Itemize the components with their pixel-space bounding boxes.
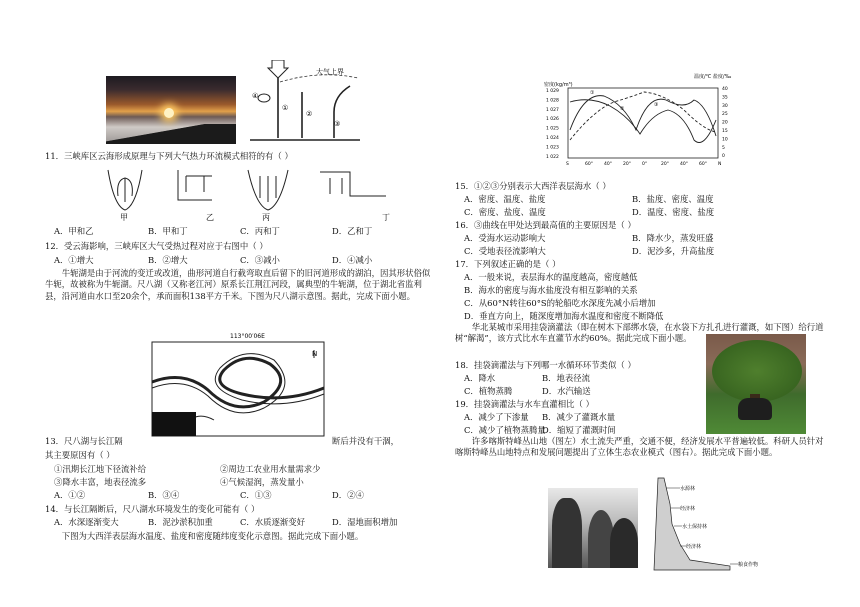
- q11-option-d[interactable]: D．乙和丁: [332, 226, 373, 236]
- question-18: 18．挂袋滴灌法与下列哪一水循环环节类似（ ）: [455, 360, 636, 370]
- chart-right-tick: 35: [722, 95, 728, 101]
- q12-option-c[interactable]: C．③减小: [240, 255, 280, 265]
- passage-oxbow-lake: 牛轭湖是由于河流的变迁或改道，曲形河道自行截弯取直后留下的旧河道形成的湖泊，因其形状俗似牛轭，故被称为牛轭湖。尺八湖（又称老江河）原系长江荆江河段，属典型的牛轭湖，位于湖北省监利县，沿河道由水口至20余个，承而面积138平方千米。下图为尺八湖示意图。据此，完成下面小题。: [45, 268, 431, 301]
- svg-text:③: ③: [334, 120, 341, 128]
- question-13-c: 其主要原因有（ ）: [45, 450, 115, 460]
- atlantic-chart: [544, 70, 754, 168]
- q13-item-4: ④气候湿润，蒸发量小: [220, 477, 304, 487]
- karst-label-3: 水土保持林: [682, 524, 708, 530]
- chart-x-tick: 40°: [680, 162, 688, 167]
- chart-x-tick: 40°: [604, 162, 612, 167]
- q16-option-d[interactable]: D．泥沙多，升高盐度: [632, 246, 715, 256]
- chart-right-tick: 10: [722, 137, 728, 143]
- chart-left-tick: 1 028: [546, 98, 559, 104]
- svg-text:②: ②: [306, 110, 313, 118]
- sea-of-clouds-photo: [106, 76, 236, 144]
- question-13-a: 13．尺八湖与长江隔: [45, 436, 123, 446]
- q16-option-c[interactable]: C．受地表径流影响大: [464, 246, 546, 256]
- chart-right-tick: 20: [722, 120, 728, 126]
- q18-option-c[interactable]: C．植物蒸腾: [464, 386, 513, 396]
- chart-left-tick: 1 022: [546, 154, 559, 160]
- chart-x-tick: N: [718, 162, 722, 167]
- q13-option-b[interactable]: B．③④: [148, 490, 180, 500]
- q18-option-a[interactable]: A．降水: [464, 373, 496, 383]
- q15-option-c[interactable]: C．密度、盐度、温度: [464, 207, 546, 217]
- q19-option-a[interactable]: A．减少了下渗量: [464, 412, 529, 422]
- karst-label-1: 水源林: [680, 486, 696, 492]
- chart-right-tick: 40: [722, 87, 728, 92]
- karst-label-2: 经济林: [680, 506, 696, 512]
- q12-option-d[interactable]: D．④减小: [332, 255, 373, 265]
- question-16: 16．③曲线在甲处达到最高值的主要原因是（ ）: [455, 220, 636, 230]
- q12-option-b[interactable]: B．②增大: [148, 255, 188, 265]
- passage-karst: 许多喀斯特峰丛山地（图左）水土流失严重，交通不便，经济发展水平普遍较低。科研人员针对喀斯特峰丛山地特点和发展问题提出了立体生态农业模式（图右）。据此完成下面小题。: [455, 436, 824, 458]
- chart-left-tick: 1 024: [546, 136, 559, 141]
- label-bing: 丙: [262, 213, 270, 222]
- chart-right-tick: 25: [722, 112, 728, 118]
- q13-option-a[interactable]: A．①②: [54, 490, 86, 500]
- q13-item-1: ①汛期长江地下径流补给: [54, 464, 147, 474]
- passage-drip-irrigation: 华北某城市采用挂袋滴灌法（即在树木下部绑水袋，在水袋下方扎孔进行灌溉，如下图）给行道树“解渴”，该方式比水车直灌节水约60%。据此完成下面小题。: [455, 322, 824, 344]
- q18-option-d[interactable]: D．水汽输送: [542, 386, 591, 396]
- q19-option-c[interactable]: C．减少了植物蒸腾量: [464, 425, 546, 435]
- passage-atlantic: 下图为大西洋表层海水温度、盐度和密度随纬度变化示意图。据此完成下面小题。: [61, 531, 364, 541]
- circulation-diagrams: [100, 166, 420, 224]
- q12-option-a[interactable]: A．①增大: [54, 255, 94, 265]
- q13-option-c[interactable]: C．①③: [240, 490, 272, 500]
- q14-option-b[interactable]: B．泥沙淤积加重: [148, 517, 213, 527]
- chart-ylabel-left: 密度(kg/m³): [544, 82, 573, 88]
- question-15: 15．①②③分别表示大西洋表层海水（ ）: [455, 181, 611, 191]
- tree-bag-photo: [706, 334, 806, 434]
- q11-option-c[interactable]: C．丙和丁: [240, 226, 280, 236]
- label-jia: 甲: [120, 213, 128, 222]
- curve-3: [570, 100, 716, 143]
- chart-x-tick: S: [566, 162, 569, 167]
- question-17: 17．下列叙述正确的是（ ）: [455, 259, 561, 269]
- q17-option-c[interactable]: C．从60°N转往60°S的轮船吃水深度先减小后增加: [464, 298, 656, 308]
- chart-x-tick: 60°: [699, 162, 707, 167]
- map-north: N: [312, 350, 318, 358]
- q17-option-d[interactable]: D．垂直方向上，随深度增加海水温度和密度不断降低: [464, 311, 664, 321]
- q14-option-a[interactable]: A．水深逐渐变大: [54, 517, 119, 527]
- q13-item-2: ②周边工农业用水量需求少: [220, 464, 321, 474]
- karst-label-4: 经济林: [686, 544, 702, 550]
- chart-x-tick: 0°: [642, 162, 648, 167]
- karst-label-5: 粮食作物: [738, 562, 759, 568]
- label-ding: 丁: [382, 213, 390, 222]
- curve-2: [570, 92, 716, 140]
- chart-x-tick: 60°: [585, 162, 593, 167]
- chart-left-tick: 1 027: [546, 107, 559, 113]
- question-11: 11．三峡库区云海形成原理与下列大气热力环流模式相符的有（ ）: [45, 151, 293, 161]
- q16-option-b[interactable]: B．降水少，蒸发旺盛: [632, 233, 714, 243]
- chart-right-tick: 0: [722, 154, 725, 160]
- q19-option-d[interactable]: D．缩短了灌溉时间: [542, 425, 616, 435]
- q14-option-d[interactable]: D．湿地面积增加: [332, 517, 398, 527]
- map-longitude: 113°00′06E: [230, 333, 265, 340]
- sky-top-label: 大气上界: [316, 68, 344, 76]
- svg-text:④: ④: [252, 92, 259, 100]
- chart-x-tick: 20°: [661, 162, 669, 167]
- karst-photo: [548, 488, 638, 568]
- chart-right-tick: 5: [722, 145, 725, 151]
- chart-left-tick: 1 023: [546, 145, 559, 151]
- question-12: 12．受云海影响，三峡库区大气受热过程对应于右图中（ ）: [45, 241, 268, 251]
- chart-ylabel-right: 温度/℃ 盐度/‰: [694, 74, 732, 80]
- chart-right-tick: 15: [722, 129, 728, 134]
- chart-left-tick: 1 026: [546, 117, 559, 123]
- question-14: 14．与长江隔断后，尺八湖水环境发生的变化可能有（ ）: [45, 504, 260, 514]
- diagram-ding: [320, 172, 390, 222]
- q19-option-b[interactable]: B．减少了灌溉水量: [542, 412, 616, 422]
- svg-text:①: ①: [590, 90, 595, 96]
- q14-option-c[interactable]: C．水质逐渐变好: [240, 517, 306, 527]
- q15-option-a[interactable]: A．密度、温度、盐度: [464, 194, 546, 204]
- q11-option-b[interactable]: B．甲和丁: [148, 226, 188, 236]
- label-yi: 乙: [206, 213, 214, 222]
- chart-left-tick: 1 025: [546, 126, 559, 132]
- diagram-bing: [248, 170, 288, 222]
- q16-option-a[interactable]: A．受海水运动影响大: [464, 233, 546, 243]
- q18-option-b[interactable]: B．地表径流: [542, 373, 591, 383]
- question-19: 19．挂袋滴灌法与水车直灌相比（ ）: [455, 399, 594, 409]
- svg-text:③: ③: [654, 102, 659, 108]
- chart-x-tick: 20°: [623, 162, 631, 167]
- q17-option-a[interactable]: A．一般来说，表层海水的温度越高，密度越低: [464, 272, 638, 282]
- q13-option-d[interactable]: D．②④: [332, 490, 364, 500]
- q15-option-d[interactable]: D．温度、密度、盐度: [632, 207, 715, 217]
- svg-text:②: ②: [620, 106, 625, 112]
- q13-item-3: ③降水丰富，地表径流多: [54, 477, 147, 487]
- karst-profile-diagram: [650, 474, 780, 572]
- question-13-b: 断后并没有干涸，: [332, 436, 399, 446]
- chart-right-tick: 30: [722, 103, 728, 109]
- q17-option-b[interactable]: B．海水的密度与海水盐度没有相互影响的关系: [464, 285, 638, 295]
- chart-left-tick: 1 029: [546, 89, 559, 94]
- diagram-yi: [178, 170, 214, 222]
- atmosphere-heat-diagram: [250, 60, 360, 150]
- chiba-lake-map: [144, 330, 372, 438]
- q15-option-b[interactable]: B．盐度、密度、温度: [632, 194, 714, 204]
- diagram-jia: [108, 170, 142, 222]
- svg-text:①: ①: [282, 104, 289, 112]
- q11-option-a[interactable]: A．甲和乙: [54, 226, 94, 236]
